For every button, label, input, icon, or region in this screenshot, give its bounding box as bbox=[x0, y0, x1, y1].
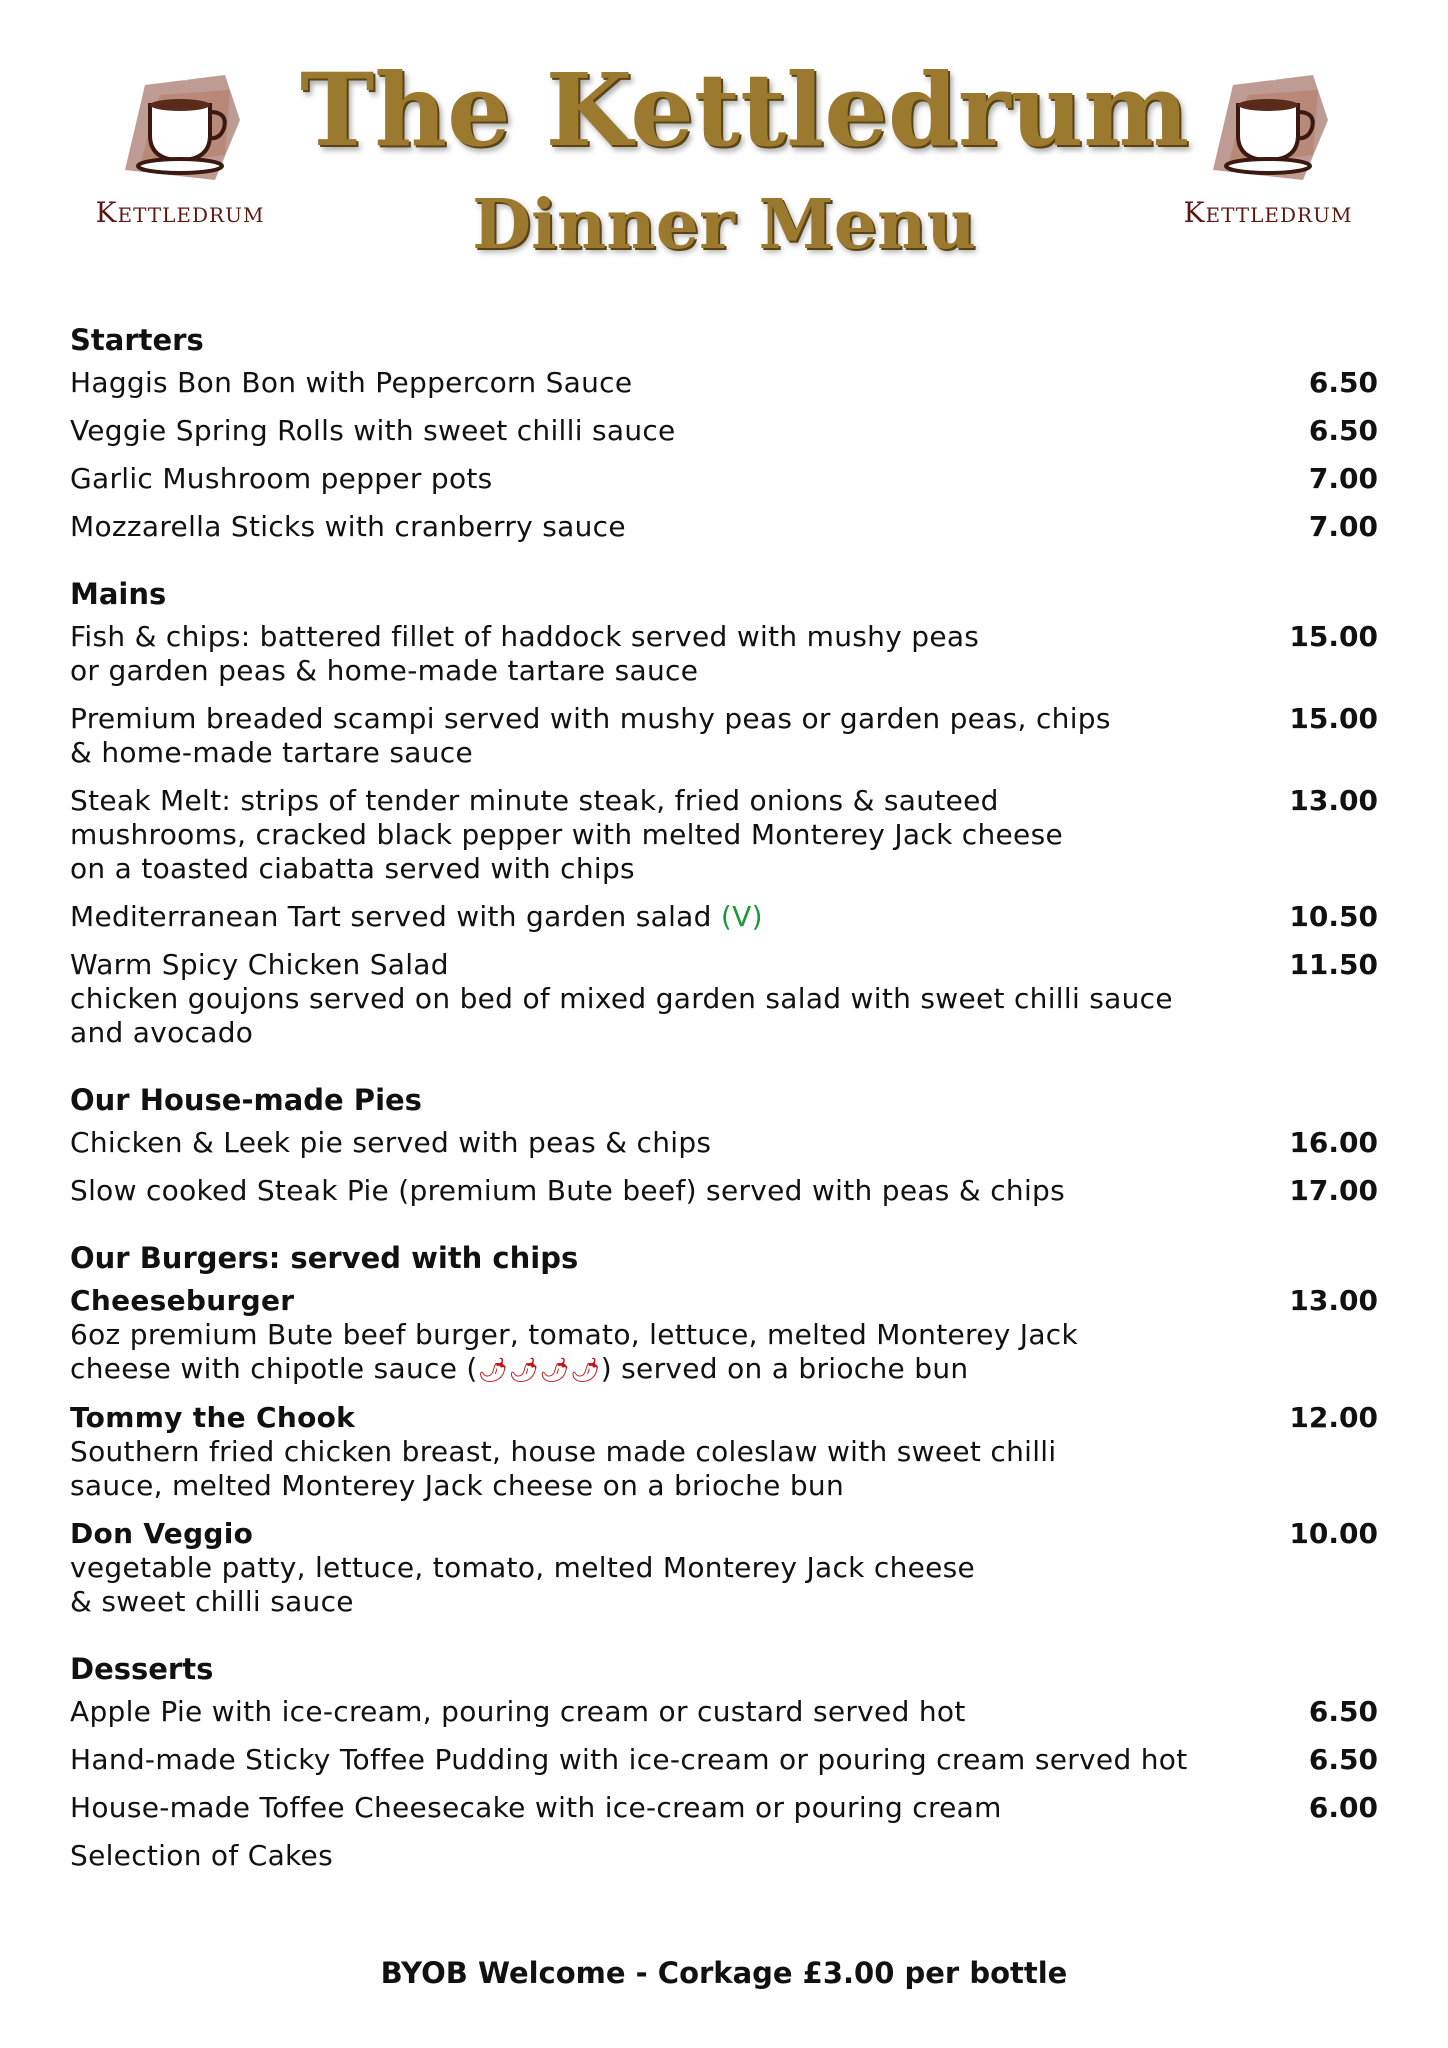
item-price: 13.00 bbox=[1289, 1284, 1378, 1317]
logo-right bbox=[1148, 60, 1388, 229]
item-price: 7.00 bbox=[1308, 462, 1378, 495]
item-price: 13.00 bbox=[1289, 784, 1378, 817]
section-burgers bbox=[70, 1236, 1378, 1619]
item-line: & sweet chilli sauce bbox=[70, 1585, 354, 1618]
section-mains bbox=[70, 572, 1378, 1050]
section-title: Our House-made Pies bbox=[70, 1083, 422, 1117]
item-line-part: ) served on a brioche bun bbox=[600, 1352, 969, 1385]
menu-item bbox=[70, 948, 1378, 1050]
menu-item bbox=[70, 1284, 1378, 1387]
menu-item bbox=[70, 510, 1378, 544]
item-price: 15.00 bbox=[1289, 702, 1378, 735]
item-line: Steak Melt: strips of tender minute steak, fried onions & sauteed bbox=[70, 784, 999, 817]
item-text bbox=[70, 620, 1268, 688]
section-title: Desserts bbox=[70, 1652, 214, 1686]
item-line bbox=[70, 1352, 1268, 1387]
item-text: Chicken & Leek pie served with peas & chips bbox=[70, 1126, 712, 1159]
item-line: Premium breaded scampi served with mushy peas or garden peas, chips bbox=[70, 702, 1111, 735]
item-text bbox=[70, 900, 1268, 934]
item-text: Mozzarella Sticks with cranberry sauce bbox=[70, 510, 626, 543]
logo-left bbox=[60, 60, 300, 229]
item-text bbox=[70, 1401, 1268, 1503]
coffee-cup-icon bbox=[1193, 60, 1343, 190]
menu-item bbox=[70, 1743, 1378, 1777]
item-line: Mediterranean Tart served with garden salad bbox=[70, 900, 712, 933]
item-line: Fish & chips: battered fillet of haddock served with mushy peas bbox=[70, 620, 980, 653]
menu-item bbox=[70, 366, 1378, 400]
vegetarian-badge: (V) bbox=[720, 900, 763, 933]
item-text: Selection of Cakes bbox=[70, 1839, 333, 1872]
menu-item bbox=[70, 702, 1378, 770]
item-line: sauce, melted Monterey Jack cheese on a brioche bun bbox=[70, 1469, 845, 1502]
item-price: 7.00 bbox=[1308, 510, 1378, 543]
item-price: 6.50 bbox=[1308, 366, 1378, 399]
item-price: 10.50 bbox=[1289, 900, 1378, 933]
item-text bbox=[70, 702, 1268, 770]
logo-left-text: Kettledrum bbox=[95, 196, 265, 229]
item-text bbox=[70, 1517, 1268, 1619]
section-desserts bbox=[70, 1647, 1378, 1873]
chilli-icon: 🌶🌶🌶🌶 bbox=[477, 1356, 601, 1384]
page-title: The Kettledrum bbox=[300, 51, 1190, 169]
item-price: 6.50 bbox=[1308, 1743, 1378, 1776]
item-text: Veggie Spring Rolls with sweet chilli sauce bbox=[70, 414, 676, 447]
menu-item bbox=[70, 620, 1378, 688]
section-title: Mains bbox=[70, 577, 167, 611]
item-price: 12.00 bbox=[1289, 1401, 1378, 1434]
item-line: vegetable patty, lettuce, tomato, melted Monterey Jack cheese bbox=[70, 1551, 976, 1584]
item-line: mushrooms, cracked black pepper with melted Monterey Jack cheese bbox=[70, 818, 1063, 851]
item-price: 6.50 bbox=[1308, 1695, 1378, 1728]
menu-item bbox=[70, 1174, 1378, 1208]
item-text: Slow cooked Steak Pie (premium Bute beef) served with peas & chips bbox=[70, 1174, 1066, 1207]
item-line-part: cheese with chipotle sauce ( bbox=[70, 1352, 478, 1385]
item-price: 6.50 bbox=[1308, 414, 1378, 447]
item-line: Warm Spicy Chicken Salad bbox=[70, 948, 449, 981]
item-price: 11.50 bbox=[1289, 948, 1378, 981]
footer-note: BYOB Welcome - Corkage £3.00 per bottle bbox=[380, 1956, 1068, 1990]
item-line: chicken goujons served on bed of mixed garden salad with sweet chilli sauce bbox=[70, 982, 1173, 1015]
item-line: and avocado bbox=[70, 1016, 254, 1049]
menu-item bbox=[70, 1791, 1378, 1825]
page-subtitle: Dinner Menu bbox=[472, 185, 976, 265]
item-text bbox=[70, 784, 1268, 886]
item-price: 15.00 bbox=[1289, 620, 1378, 653]
logo-right-text: Kettledrum bbox=[1183, 196, 1353, 229]
menu-item bbox=[70, 1695, 1378, 1729]
menu-item bbox=[70, 784, 1378, 886]
menu-item bbox=[70, 1126, 1378, 1160]
item-name: Cheeseburger bbox=[70, 1284, 295, 1317]
section-title: Starters bbox=[70, 323, 204, 357]
item-price: 16.00 bbox=[1289, 1126, 1378, 1159]
item-text: House-made Toffee Cheesecake with ice-cream or pouring cream bbox=[70, 1791, 1002, 1824]
item-text: Apple Pie with ice-cream, pouring cream or custard served hot bbox=[70, 1695, 966, 1728]
item-text: Garlic Mushroom pepper pots bbox=[70, 462, 493, 495]
menu-item bbox=[70, 1839, 1378, 1873]
section-pies bbox=[70, 1078, 1378, 1208]
menu-item bbox=[70, 1517, 1378, 1619]
item-line: & home-made tartare sauce bbox=[70, 736, 473, 769]
item-text: Hand-made Sticky Toffee Pudding with ice-cream or pouring cream served hot bbox=[70, 1743, 1188, 1776]
item-line: Southern fried chicken breast, house made coleslaw with sweet chilli bbox=[70, 1435, 1057, 1468]
item-text bbox=[70, 1284, 1268, 1387]
section-starters bbox=[70, 318, 1378, 544]
menu-item bbox=[70, 462, 1378, 496]
item-line: on a toasted ciabatta served with chips bbox=[70, 852, 635, 885]
item-line: 6oz premium Bute beef burger, tomato, lettuce, melted Monterey Jack bbox=[70, 1318, 1079, 1351]
item-price: 10.00 bbox=[1289, 1517, 1378, 1550]
item-price: 17.00 bbox=[1289, 1174, 1378, 1207]
item-name: Tommy the Chook bbox=[70, 1401, 356, 1434]
item-name: Don Veggio bbox=[70, 1517, 254, 1550]
menu-body bbox=[70, 318, 1378, 1901]
menu-item bbox=[70, 900, 1378, 934]
item-text: Haggis Bon Bon with Peppercorn Sauce bbox=[70, 366, 633, 399]
item-text bbox=[70, 948, 1268, 1050]
item-line: or garden peas & home-made tartare sauce bbox=[70, 654, 699, 687]
item-price: 6.00 bbox=[1308, 1791, 1378, 1824]
menu-item bbox=[70, 414, 1378, 448]
menu-item bbox=[70, 1401, 1378, 1503]
section-title: Our Burgers: served with chips bbox=[70, 1241, 579, 1275]
coffee-cup-icon bbox=[105, 60, 255, 190]
